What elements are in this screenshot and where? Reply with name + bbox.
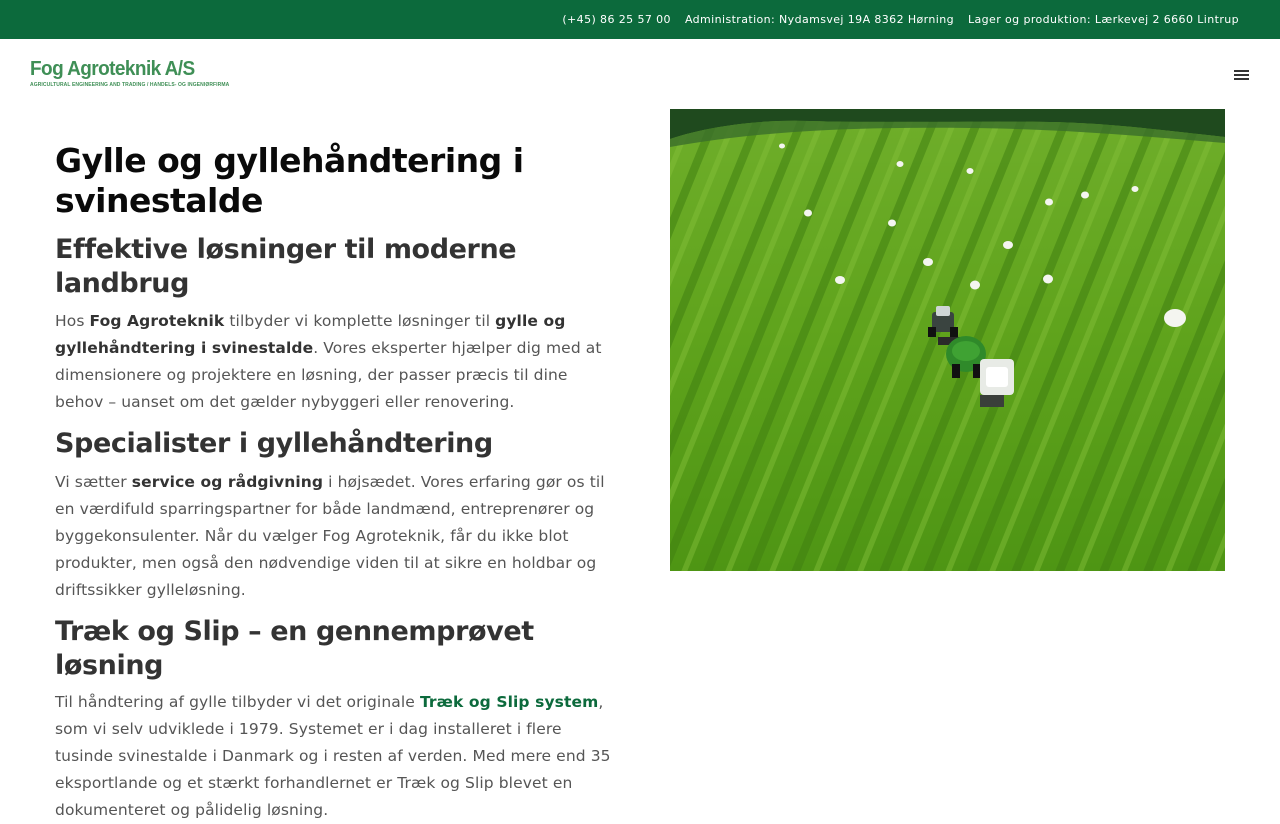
logo-subtitle: AGRICULTURAL ENGINEERING AND TRADING / HANDELS- OG INGENIØRFIRMA (30, 82, 230, 88)
page-title: Gylle og gyllehåndtering i svinestalde (55, 141, 524, 220)
aerial-field-tractor-image (670, 109, 1225, 571)
site-header (0, 39, 1280, 109)
manure-handling-bold: gylle og gyllehåndtering i svinestalde (55, 312, 566, 357)
field-illustration (670, 109, 1225, 571)
phone-link[interactable]: (+45) 86 25 57 00 (562, 13, 671, 26)
section-paragraph-traek-og-slip: Til håndtering af gylle tilbyder vi det originale Træk og Slip system, som vi selv udviklede i 1979. Systemet er i dag installeret i flere tusinde svinestalde i Danmark og i resten af verden. Med mere end 35 eksportlande og et stærkt forhandlernet er Træk og Slip blevet en dokumenteret og pålidelig løsning. (55, 693, 611, 819)
site-logo[interactable] (30, 58, 250, 92)
administration-address-link[interactable]: Administration: Nydamsvej 19A 8362 Hørning (684, 13, 954, 26)
section-heading-traek-og-slip: Træk og Slip – en gennemprøvet løsning (55, 616, 534, 681)
logo-title: Fog Agroteknik A/S (30, 58, 195, 80)
traek-og-slip-system-link[interactable]: Træk og Slip system (419, 693, 599, 711)
top-contact-bar (0, 0, 1280, 39)
section-paragraph-effective-solutions: Hos Fog Agroteknik tilbyder vi komplette løsninger til gylle og gyllehåndtering i svinestalde. Vores eksperter hjælper dig med at dimensionere og projektere en løsning, der passer præcis til dine behov – uanset om det gælder nybyggeri eller renovering. (55, 312, 602, 411)
section-paragraph-specialists: Vi sætter service og rådgivning i højsædet. Vores erfaring gør os til en værdifuld sparringspartner for både landmænd, entreprenører og byggekonsulenter. Når du vælger Fog Agroteknik, får du ikke blot produkter, men også den nødvendige viden til at sikre en holdbar og driftssikker gylleløsning. (55, 473, 605, 599)
company-name-bold: Fog Agroteknik (89, 312, 225, 330)
section-heading-specialists: Specialister i gyllehåndtering (55, 428, 493, 459)
section-heading-effective-solutions: Effektive løsninger til moderne landbrug (55, 234, 517, 299)
hamburger-menu-icon[interactable] (1233, 68, 1251, 82)
service-advice-bold: service og rådgivning (131, 473, 324, 491)
article-content (55, 141, 615, 824)
warehouse-address-link[interactable]: Lager og produktion: Lærkevej 2 6660 Lintrup (968, 13, 1239, 26)
